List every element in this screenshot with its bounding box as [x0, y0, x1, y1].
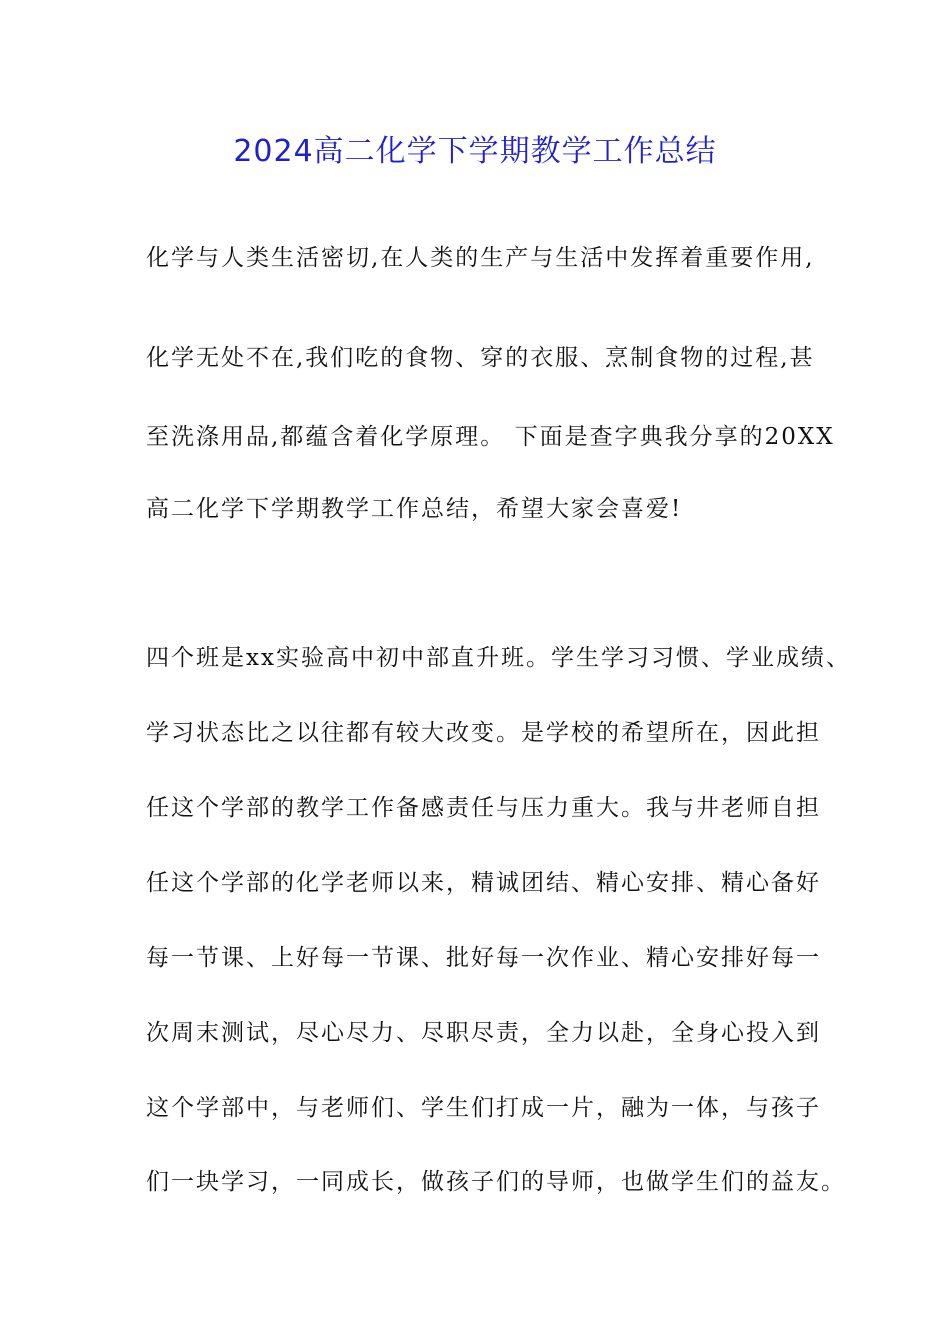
paragraph-line: 每一节课、上好每一节课、批好每一次作业、精心安排好每一	[146, 945, 821, 971]
paragraph-line: 任这个学部的教学工作备感责任与压力重大。我与井老师自担	[146, 795, 821, 821]
paragraph-line: 次周末测试，尽心尽力、尽职尽责，全力以赴，全身心投入到	[146, 1020, 821, 1046]
paragraph-line: 们一块学习，一同成长，做孩子们的导师，也做学生们的益友。	[146, 1169, 846, 1195]
paragraph-line: 这个学部中，与老师们、学生们打成一片，融为一体，与孩子	[146, 1095, 821, 1121]
paragraph-line: 学习状态比之以往都有较大改变。是学校的希望所在，因此担	[146, 720, 821, 746]
paragraph-line: 高二化学下学期教学工作总结，希望大家会喜爱!	[146, 496, 683, 522]
document-title: 2024高二化学下学期教学工作总结	[233, 134, 717, 169]
paragraph-line: 四个班是xx实验高中初中部直升班。学生学习习惯、学业成绩、	[146, 645, 851, 671]
paragraph-line: 化学无处不在,我们吃的食物、穿的衣服、烹制食物的过程,甚	[146, 345, 815, 371]
paragraph-line: 至洗涤用品,都蕴含着化学原理。 下面是查字典我分享的20XX	[146, 424, 835, 450]
paragraph-line: 任这个学部的化学老师以来，精诚团结、精心安排、精心备好	[146, 870, 821, 896]
paragraph-line: 化学与人类生活密切,在人类的生产与生活中发挥着重要作用,	[146, 245, 815, 271]
